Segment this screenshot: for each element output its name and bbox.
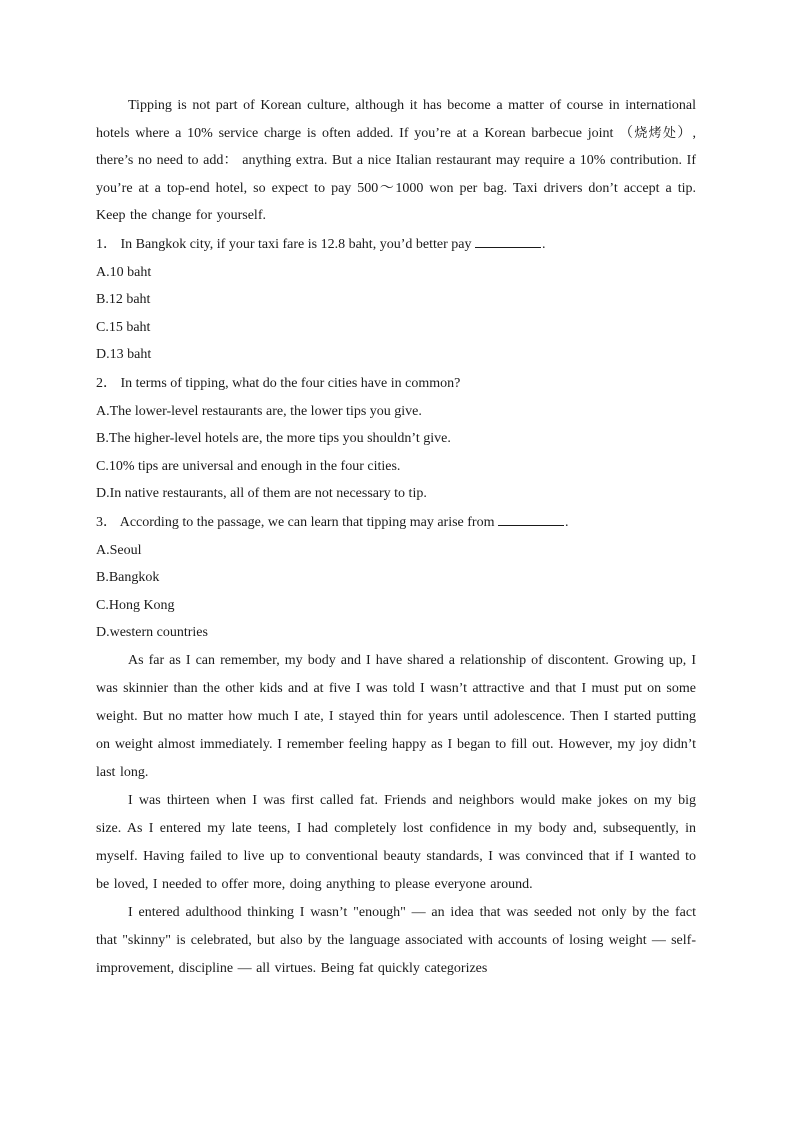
passage-c-text-end: ）, there’s no need to add： anything extra. But a nice Italian restaurant may require a 10% contribution. If you’re at a top-end hotel, so expect to pay 500～1000 won per bag. Taxi drivers don’t accept a tip. Keep the change for yourself. (96, 125, 696, 224)
question-3-stem (96, 508, 696, 537)
document-page (96, 92, 696, 983)
question-1-text: 1． In Bangkok city, if your taxi fare is 12.8 baht, you’d better pay (96, 236, 475, 252)
question-1 (96, 230, 696, 369)
question-3-option-b: B.Bangkok (96, 570, 160, 586)
question-2-stem: 2． In terms of tipping, what do the four cities have in common? (96, 375, 461, 391)
answer-blank-1 (475, 233, 541, 248)
question-2 (96, 369, 696, 508)
question-3-option-d: D.western countries (96, 625, 208, 641)
passage-d-paragraph-2: I was thirteen when I was first called fat. Friends and neighbors would make jokes on my big size. As I entered my late teens, I had completely lost confidence in my body and, subsequently, in myself. Having failed to live up to conventional beauty standards, I was convinced that if I wanted to be loved, I needed to offer more, doing anything to please everyone around. (96, 792, 696, 892)
answer-blank-3 (498, 511, 564, 526)
question-3-text: 3． According to the passage, we can learn that tipping may arise from (96, 514, 498, 530)
question-2-option-b: B.The higher-level hotels are, the more tips you shouldn’t give. (96, 431, 451, 447)
question-1-end: . (541, 236, 546, 252)
question-1-option-c: C.15 baht (96, 319, 151, 335)
question-2-option-a: A.The lower-level restaurants are, the lower tips you give. (96, 403, 422, 419)
question-1-option-a: A.10 baht (96, 264, 152, 280)
question-2-option-d: D.In native restaurants, all of them are not necessary to tip. (96, 486, 427, 502)
question-3-option-a: A.Seoul (96, 542, 142, 558)
question-1-option-b: B.12 baht (96, 292, 151, 308)
passage-d (96, 647, 696, 983)
passage-c-paragraph (96, 92, 696, 230)
question-1-stem (96, 230, 696, 259)
passage-c-chinese-gloss: 烧烤处 (634, 125, 678, 141)
passage-d-paragraph-1: As far as I can remember, my body and I have shared a relationship of discontent. Growing up, I was skinnier than the other kids and at five I was told I wasn’t attractive and that I must put on some weight. But no matter how much I ate, I stayed thin for years until adolescence. Then I started putting on weight almost immediately. I remember feeling happy as I began to fill out. However, my joy didn’t last long. (96, 652, 696, 780)
question-2-option-c: C.10% tips are universal and enough in the four cities. (96, 458, 401, 474)
question-1-option-d: D.13 baht (96, 347, 152, 363)
passage-d-paragraph-3: I entered adulthood thinking I wasn’t "enough" — an idea that was seeded not only by the fact that "skinny" is celebrated, but also by the language associated with accounts of losing weight — self-improvement, discipline — all virtues. Being fat quickly categorizes (96, 904, 696, 976)
question-3-end: . (565, 514, 569, 530)
passage-c-text-start: Tipping is not part of Korean culture, although it has become a matter of course in international hotels where a 10% service charge is often added. If you’re at a Korean barbecue joint （ (96, 98, 696, 141)
question-3-option-c: C.Hong Kong (96, 597, 175, 613)
question-3 (96, 508, 696, 647)
